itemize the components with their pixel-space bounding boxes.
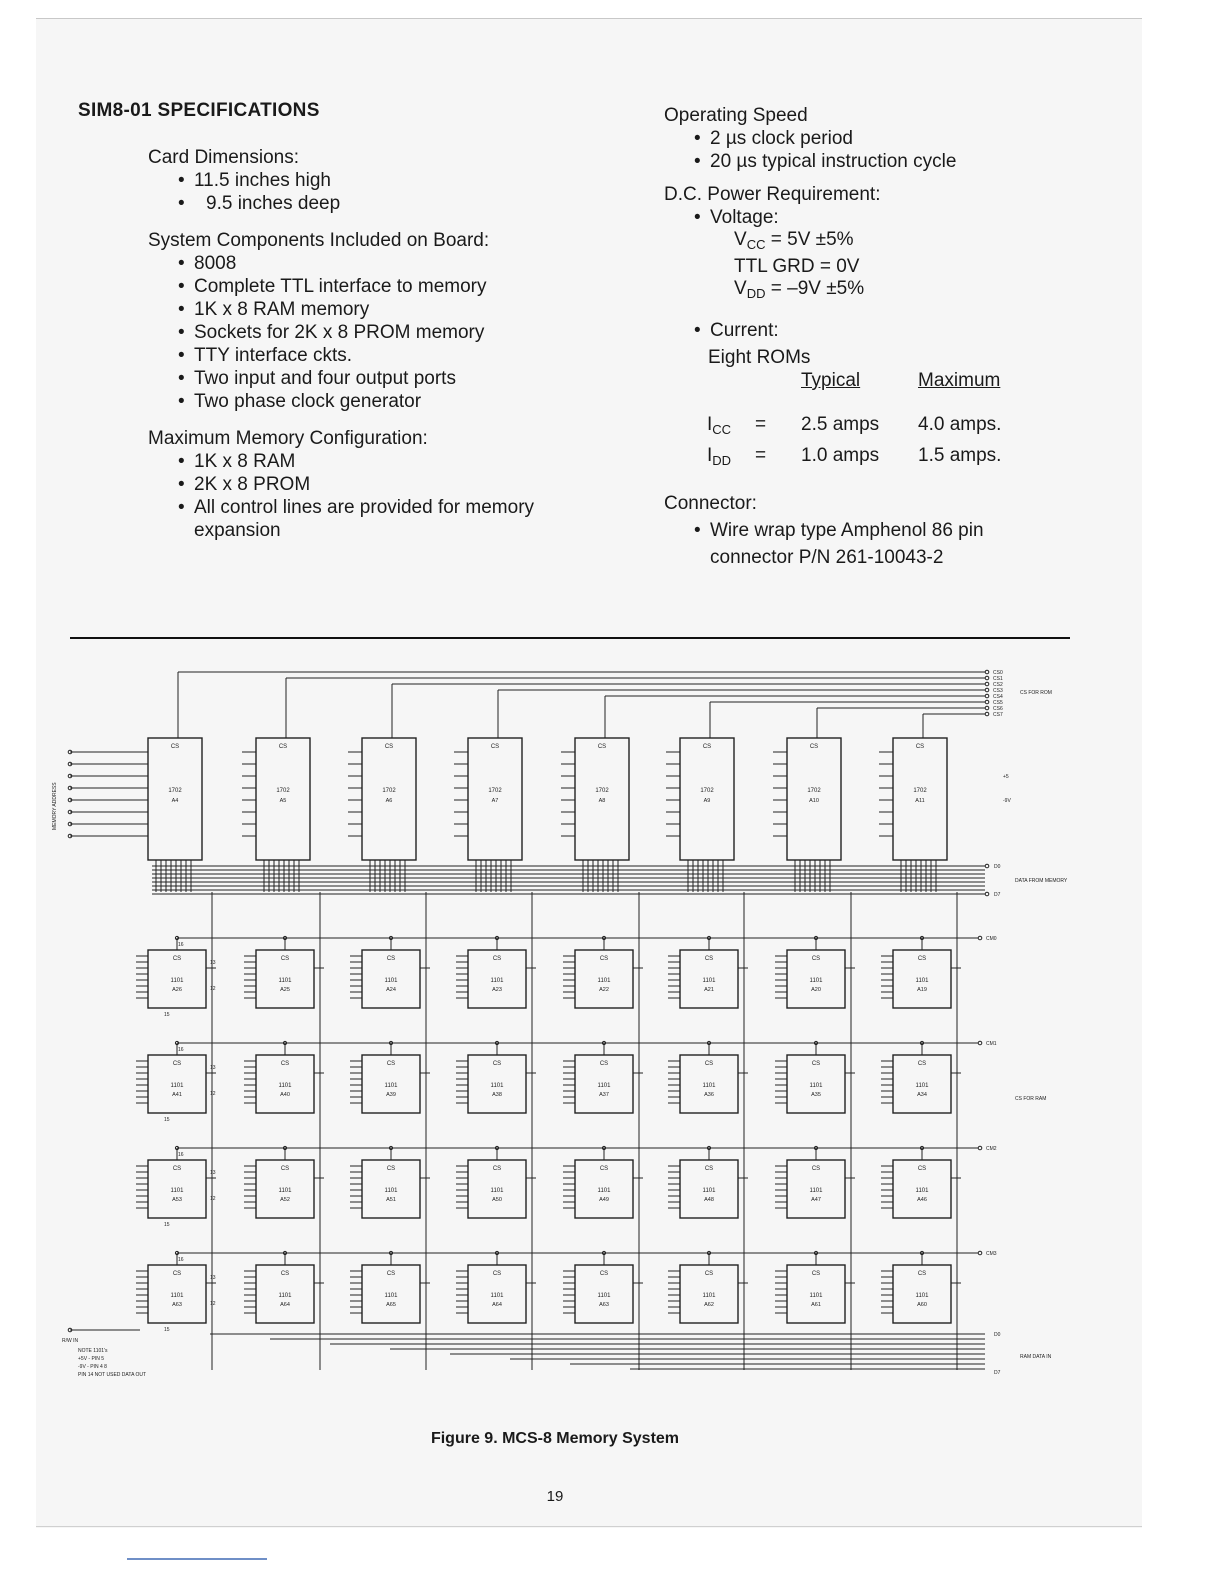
pin-number: 15	[164, 1117, 170, 1123]
ram-address-label: A41	[172, 1092, 182, 1098]
left-spec-column	[148, 146, 588, 556]
operating-speed-heading: Operating Speed	[664, 105, 808, 126]
ram-part-label: 1101	[490, 1293, 504, 1299]
vcc-line	[734, 229, 1084, 256]
pin-number: 13	[210, 960, 216, 966]
ram-part-label: 1101	[384, 1293, 398, 1299]
cs-rom-label: CS3	[993, 688, 1003, 694]
ram-part-label: 1101	[170, 1293, 184, 1299]
ram-cs-label: CS	[386, 1061, 396, 1067]
ram-cs-label: CS	[492, 1166, 502, 1172]
ram-cs-label: CS	[811, 1061, 821, 1067]
rom-address-label: A9	[703, 798, 711, 804]
pin-number: 16	[178, 942, 184, 948]
ram-part-label: 1101	[702, 1293, 716, 1299]
ram-address-label: A64	[492, 1302, 502, 1308]
bottom-rule	[36, 1526, 1142, 1527]
system-components-list	[176, 252, 588, 413]
list-item: • 9.5 inches deep	[176, 192, 588, 215]
ram-cs-label: CS	[280, 1271, 290, 1277]
ram-part-label: 1101	[170, 1188, 184, 1194]
list-item: • Sockets for 2K x 8 PROM memory	[176, 321, 588, 344]
operating-speed-list	[692, 127, 1084, 173]
ram-cs-label: CS	[704, 1166, 714, 1172]
ram-cs-label: CS	[172, 956, 182, 962]
rom-part-label: 1702	[700, 788, 714, 794]
cs-rom-label: CS6	[993, 706, 1003, 712]
ram-address-label: A38	[492, 1092, 502, 1098]
d7-label: D7	[994, 892, 1001, 898]
ram-address-label: A60	[917, 1302, 927, 1308]
d0-terminal	[985, 864, 989, 868]
icc-equals: =	[755, 414, 767, 435]
rom-cs-label: CS	[702, 744, 712, 750]
cs-rom-label: CS2	[993, 682, 1003, 688]
ram-address-label: A51	[386, 1197, 396, 1203]
rom-cs-label: CS	[597, 744, 607, 750]
minus9-label: -9V	[1003, 798, 1011, 804]
ram-data-in-label: RAM DATA IN	[1020, 1354, 1052, 1360]
idd-maximum: 1.5 amps.	[918, 445, 1002, 466]
ram-cs-label: CS	[704, 1061, 714, 1067]
max-memory-heading: Maximum Memory Configuration:	[148, 428, 428, 449]
terminal-dot	[985, 688, 989, 692]
rom-part-label: 1702	[595, 788, 609, 794]
connector-heading: Connector:	[664, 493, 757, 514]
d7-terminal	[985, 892, 989, 896]
cm-terminal	[978, 1251, 982, 1255]
cs-rom-label: CS0	[993, 670, 1003, 676]
pin-number: 12	[210, 1301, 216, 1307]
icc-maximum: 4.0 amps.	[918, 414, 1002, 435]
terminal-dot	[985, 682, 989, 686]
rom-cs-label: CS	[278, 744, 288, 750]
ram-cs-label: CS	[492, 956, 502, 962]
ram-address-label: A37	[599, 1092, 609, 1098]
ram-address-label: A46	[917, 1197, 927, 1203]
rw-in-label: R/W IN	[62, 1338, 79, 1344]
ram-cs-label: CS	[917, 956, 927, 962]
ram-address-label: A65	[386, 1302, 396, 1308]
ram-part-label: 1101	[278, 1293, 292, 1299]
ram-part-label: 1101	[597, 978, 611, 984]
ram-part-label: 1101	[278, 1188, 292, 1194]
ram-address-label: A49	[599, 1197, 609, 1203]
eight-roms-label: Eight ROMs	[708, 347, 811, 368]
pin-number: 13	[210, 1275, 216, 1281]
rom-address-label: A8	[598, 798, 606, 804]
ram-part-label: 1101	[809, 1083, 823, 1089]
rom-cs-label: CS	[490, 744, 500, 750]
ram-part-label: 1101	[490, 1083, 504, 1089]
ram-address-label: A25	[280, 987, 290, 993]
ram-address-label: A48	[704, 1197, 714, 1203]
pin-number: 12	[210, 1196, 216, 1202]
rom-part-label: 1702	[168, 788, 182, 794]
memory-schematic	[52, 630, 1080, 1410]
current-label: • Current:	[692, 319, 1084, 342]
ram-cs-label: CS	[917, 1271, 927, 1277]
plus5-label: +5	[1003, 774, 1009, 780]
list-item: • 1K x 8 RAM memory	[176, 298, 588, 321]
ram-part-label: 1101	[278, 978, 292, 984]
ram-cs-label: CS	[599, 1271, 609, 1277]
ram-part-label: 1101	[809, 978, 823, 984]
ram-address-label: A63	[599, 1302, 609, 1308]
note-line: +5V - PIN 5	[78, 1356, 104, 1362]
ram-cs-label: CS	[280, 1061, 290, 1067]
cs-for-ram-label: CS FOR RAM	[1015, 1096, 1047, 1102]
pin-number: 12	[210, 986, 216, 992]
ram-address-label: A20	[811, 987, 821, 993]
ram-address-label: A39	[386, 1092, 396, 1098]
ttl-line: TTL GRD = 0V	[734, 256, 860, 277]
ram-cs-label: CS	[492, 1061, 502, 1067]
cm-label: CM1	[986, 1041, 997, 1047]
ram-cs-label: CS	[917, 1061, 927, 1067]
current-list	[692, 319, 1084, 342]
ram-part-label: 1101	[809, 1293, 823, 1299]
ram-address-label: A47	[811, 1197, 821, 1203]
ram-cs-label: CS	[280, 1166, 290, 1172]
terminal-dot	[985, 694, 989, 698]
ram-part-label: 1101	[702, 1083, 716, 1089]
list-item: • Complete TTL interface to memory	[176, 275, 588, 298]
ram-part-label: 1101	[597, 1293, 611, 1299]
ram-part-label: 1101	[915, 1188, 929, 1194]
system-components-heading: System Components Included on Board:	[148, 230, 490, 251]
card-dimensions-list	[176, 169, 588, 215]
ram-address-label: A62	[704, 1302, 714, 1308]
rom-cs-label: CS	[384, 744, 394, 750]
cs-rom-label: CS7	[993, 712, 1003, 718]
ram-address-label: A21	[704, 987, 714, 993]
terminal-dot	[985, 700, 989, 704]
ram-address-label: A23	[492, 987, 502, 993]
voltage-label: • Voltage:	[692, 206, 1084, 229]
pin-number: 12	[210, 1091, 216, 1097]
data-from-memory-label: DATA FROM MEMORY	[1015, 878, 1068, 884]
vdd-value: = –9V ±5%	[765, 278, 865, 299]
ram-d7-label: D7	[994, 1370, 1001, 1376]
vcc-subscript: CC	[746, 237, 766, 252]
ram-cs-label: CS	[599, 1166, 609, 1172]
ram-cs-label: CS	[172, 1061, 182, 1067]
list-item: • 8008	[176, 252, 588, 275]
ram-address-label: A22	[599, 987, 609, 993]
cs-rom-label: CS1	[993, 676, 1003, 682]
pin-number: 16	[178, 1047, 184, 1053]
ram-part-label: 1101	[915, 978, 929, 984]
note-line: -9V - PIN 4 8	[78, 1364, 107, 1370]
list-item: • All control lines are provided for memory expansion	[176, 496, 588, 542]
rom-cs-label: CS	[915, 744, 925, 750]
pin-number: 13	[210, 1065, 216, 1071]
ram-part-label: 1101	[809, 1188, 823, 1194]
note-line: NOTE 1101's	[78, 1348, 108, 1354]
figure-caption: Figure 9. MCS-8 Memory System	[430, 1430, 680, 1447]
ram-cs-label: CS	[599, 1061, 609, 1067]
ram-address-label: A50	[492, 1197, 502, 1203]
ram-address-label: A24	[386, 987, 396, 993]
pin-number: 16	[178, 1152, 184, 1158]
voltage-list	[692, 206, 1084, 229]
ram-cs-label: CS	[704, 1271, 714, 1277]
ram-part-label: 1101	[384, 1083, 398, 1089]
list-item: • Two phase clock generator	[176, 390, 588, 413]
ram-address-label: A63	[172, 1302, 182, 1308]
icc-typical: 2.5 amps	[801, 414, 880, 435]
rom-cs-label: CS	[170, 744, 180, 750]
cs-rom-label: CS4	[993, 694, 1003, 700]
rom-part-label: 1702	[913, 788, 927, 794]
ram-part-label: 1101	[490, 978, 504, 984]
rom-part-label: 1702	[807, 788, 821, 794]
icc-symbol: $I_{CC}$	[707, 414, 732, 437]
right-spec-column	[664, 104, 1084, 369]
ram-address-label: A52	[280, 1197, 290, 1203]
pin-number: 13	[210, 1170, 216, 1176]
list-item: • TTY interface ckts.	[176, 344, 588, 367]
list-item: • 2 µs clock period	[692, 127, 1084, 150]
note-line: PIN 14 NOT USED DATA OUT	[78, 1372, 147, 1378]
ram-address-label: A64	[280, 1302, 290, 1308]
ram-cs-label: CS	[386, 1166, 396, 1172]
power-heading: D.C. Power Requirement:	[664, 184, 881, 205]
ram-part-label: 1101	[384, 978, 398, 984]
ram-cs-label: CS	[811, 1166, 821, 1172]
ram-cs-label: CS	[172, 1271, 182, 1277]
ram-part-label: 1101	[170, 978, 184, 984]
terminal-dot	[985, 712, 989, 716]
card-dimensions-heading: Card Dimensions:	[148, 147, 299, 168]
vdd-line	[734, 278, 1084, 305]
ram-address-label: A34	[917, 1092, 927, 1098]
ram-cs-label: CS	[280, 956, 290, 962]
ram-address-label: A53	[172, 1197, 182, 1203]
ram-address-label: A40	[280, 1092, 290, 1098]
idd-typical: 1.0 amps	[801, 445, 880, 466]
rom-address-label: A5	[279, 798, 287, 804]
ram-part-label: 1101	[702, 978, 716, 984]
pin-number: 15	[164, 1327, 170, 1333]
ram-cs-label: CS	[811, 956, 821, 962]
rom-address-label: A6	[385, 798, 393, 804]
rom-address-label: A7	[491, 798, 499, 804]
ram-part-label: 1101	[702, 1188, 716, 1194]
ram-part-label: 1101	[278, 1083, 292, 1089]
idd-equals: =	[755, 445, 767, 466]
pin-number: 15	[164, 1012, 170, 1018]
rom-address-label: A4	[171, 798, 179, 804]
rom-address-label: A10	[809, 798, 819, 804]
idd-symbol: $I_{DD}$	[707, 445, 732, 468]
cm-label: CM2	[986, 1146, 997, 1152]
ram-address-label: A35	[811, 1092, 821, 1098]
rom-cs-label: CS	[809, 744, 819, 750]
page-number: 19	[546, 1488, 564, 1505]
page-title: SIM8-01 SPECIFICATIONS	[78, 100, 320, 121]
list-item: • Two input and four output ports	[176, 367, 588, 390]
vcc-value: = 5V ±5%	[765, 229, 854, 250]
pin-number: 16	[178, 1257, 184, 1263]
d0-label: D0	[994, 864, 1001, 870]
rom-part-label: 1702	[382, 788, 396, 794]
connector-item-cont: connector P/N 261-10043-2	[710, 547, 944, 568]
list-item: • 20 µs typical instruction cycle	[692, 150, 1084, 173]
ram-part-label: 1101	[384, 1188, 398, 1194]
vdd-symbol: V	[734, 278, 747, 299]
ram-cs-label: CS	[704, 956, 714, 962]
ram-part-label: 1101	[915, 1293, 929, 1299]
ram-d0-label: D0	[994, 1332, 1001, 1338]
ram-part-label: 1101	[490, 1188, 504, 1194]
ram-part-label: 1101	[597, 1083, 611, 1089]
ram-part-label: 1101	[170, 1083, 184, 1089]
cs-rom-label: CS5	[993, 700, 1003, 706]
col-typical: Typical	[801, 370, 861, 391]
scan-edge-mark	[127, 1558, 267, 1560]
ram-part-label: 1101	[915, 1083, 929, 1089]
ram-cs-label: CS	[917, 1166, 927, 1172]
rom-part-label: 1702	[488, 788, 502, 794]
ram-cs-label: CS	[599, 956, 609, 962]
memory-address-label: MEMORY ADDRESS	[52, 782, 58, 830]
connector-section	[664, 490, 984, 571]
max-memory-list	[176, 450, 588, 542]
vdd-subscript: DD	[746, 286, 766, 301]
terminal-dot	[985, 676, 989, 680]
cm-label: CM0	[986, 936, 997, 942]
ram-cs-label: CS	[386, 956, 396, 962]
col-maximum: Maximum	[918, 370, 1001, 391]
ram-cs-label: CS	[811, 1271, 821, 1277]
rom-address-label: A11	[915, 798, 925, 804]
connector-item: • Wire wrap type Amphenol 86 pin	[694, 520, 984, 541]
list-item: • 11.5 inches high	[176, 169, 588, 192]
ram-cs-label: CS	[172, 1166, 182, 1172]
ram-part-label: 1101	[597, 1188, 611, 1194]
rom-part-label: 1702	[276, 788, 290, 794]
terminal-dot	[985, 706, 989, 710]
cs-for-rom-label: CS FOR ROM	[1020, 690, 1052, 696]
terminal-dot	[985, 670, 989, 674]
list-item: • 1K x 8 RAM	[176, 450, 588, 473]
cm-terminal	[978, 936, 982, 940]
top-rule	[36, 18, 1142, 19]
ram-address-label: A19	[917, 987, 927, 993]
list-item: • 2K x 8 PROM	[176, 473, 588, 496]
ram-address-label: A26	[172, 987, 182, 993]
vcc-symbol: V	[734, 229, 747, 250]
ram-cs-label: CS	[492, 1271, 502, 1277]
ram-address-label: A36	[704, 1092, 714, 1098]
ram-address-label: A61	[811, 1302, 821, 1308]
cm-label: CM3	[986, 1251, 997, 1257]
cm-terminal	[978, 1041, 982, 1045]
cm-terminal	[978, 1146, 982, 1150]
ram-cs-label: CS	[386, 1271, 396, 1277]
pin-number: 15	[164, 1222, 170, 1228]
